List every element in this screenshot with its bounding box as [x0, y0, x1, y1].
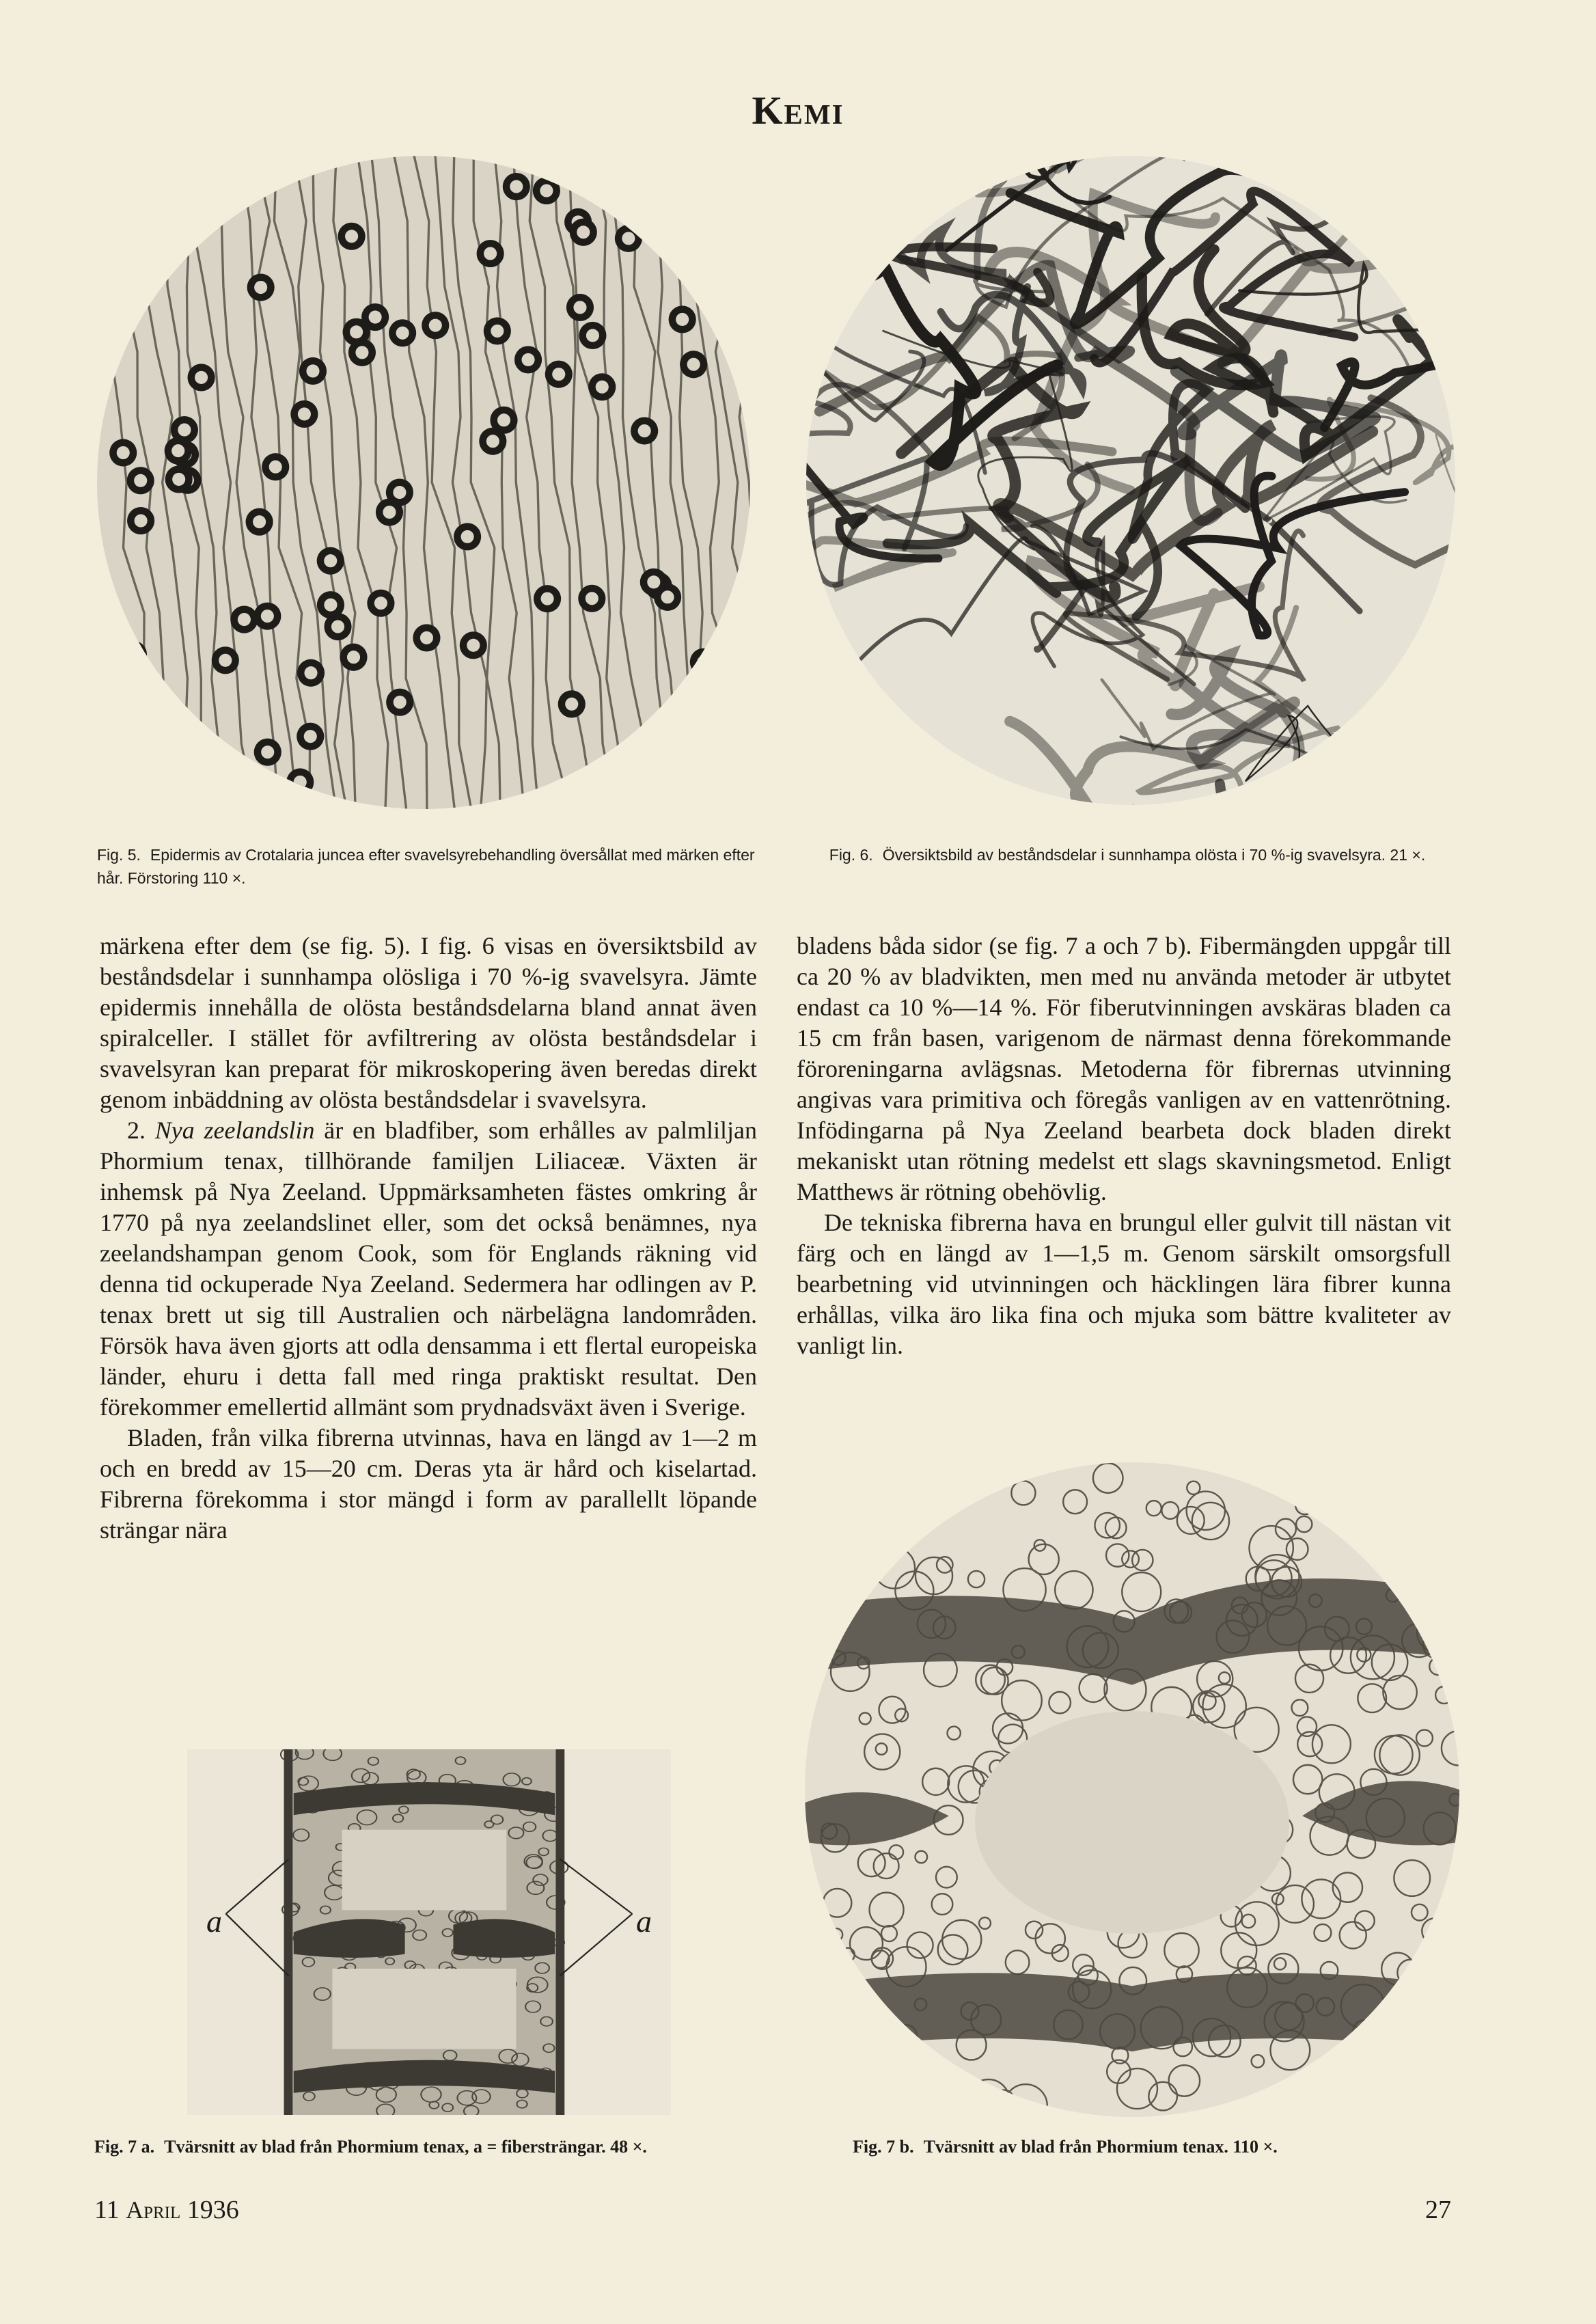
fig7a-photo	[187, 1749, 671, 2115]
fig6-caption-text: Översiktsbild av beståndsdelar i sunnhampa olösta i 70 %-ig svavelsyra. 21 ×.	[882, 846, 1426, 864]
fig7b-micrograph	[805, 1462, 1459, 2117]
issue-year: 1936	[187, 2196, 239, 2224]
right-paragraph-2: De tekniska fibrerna hava en brungul eller gulvit till nästan vit färg och en längd av 1—1,5 m. Genom särskilt omsorgsfull bearbetning vid utvinningen och häcklingen lära fibrer kunna erhållas, vilka äro lika fina och mjuka som bättre kvaliteter av vanligt lin.	[797, 1209, 1451, 1359]
fig5-label: Fig. 5.	[97, 846, 141, 864]
fig7b-label: Fig. 7 b.	[853, 2137, 914, 2157]
fig6-micrograph	[806, 156, 1455, 805]
left-paragraph-3: Bladen, från vilka fibrerna utvinnas, hava en längd av 1—2 m och en bredd av 15—20 cm. Deras yta är hård och kiselartad. Fibrerna förekomma i stor mängd i form av parallellt löpande strängar nära	[100, 1424, 757, 1544]
fig5-micrograph	[97, 156, 750, 809]
issue-date	[94, 2195, 239, 2225]
running-head: Kemi	[752, 88, 844, 133]
fig6-label: Fig. 6.	[829, 846, 873, 864]
section-number: 2.	[127, 1117, 146, 1144]
fig7a-caption-text: Tvärsnitt av blad från Phormium tenax, a = fibersträngar. 48 ×.	[164, 2137, 647, 2157]
left-paragraph-2-text: är en bladfiber, som erhålles av palmliljan Phormium tenax, tillhörande familjen Liliaceæ. Växten är inhemsk på Nya Zeeland. Uppmärksamheten fästes omkring år 1770 på nya zeelandslinet eller, som det också benämnes, nya zeelandshampan genom Cook, som för Englands räkning vid denna tid ockuperade Nya Zeeland. Sedermera har odlingen av P. tenax brett ut sig till Australien och närbelägna landområden. Försök hava även gjorts att odla densamma i ett flertal europeiska länder, ehuru i detta fall med ringa praktiskt resultat. Den förekommer emellertid allmänt som prydnadsväxt även i Sverige.	[100, 1117, 758, 1421]
fig6-caption	[793, 843, 1462, 866]
fig7a-label: Fig. 7 a.	[94, 2137, 155, 2157]
left-paragraph-1: märkena efter dem (se fig. 5). I fig. 6 visas en översiktsbild av beståndsdelar i sunnhampa olösliga i 70 %-ig svavelsyra. Jämte epidermis innehålla de olösta beståndsdelarna bland annat även spiralceller. I stället för avfiltrering av olösta beståndsdelar i svavelsyran kan preparat för mikroskopering även beredas direkt genom inbäddning av olösta beståndsdelar i svavelsyra.	[100, 932, 757, 1113]
fiber-name: Nya zeelandslin	[154, 1117, 315, 1144]
fig7a-caption	[94, 2135, 778, 2159]
fig7b-caption	[853, 2135, 1454, 2159]
fig7b-caption-text: Tvärsnitt av blad från Phormium tenax. 110 ×.	[923, 2137, 1278, 2157]
right-paragraph-1: bladens båda sidor (se fig. 7 a och 7 b). Fibermängden uppgår till ca 20 % av bladvikten, men med nu använda metoder är utbytet endast ca 10 %—14 %. För fiberutvinningen avskäras bladen ca 15 cm från basen, varigenom de närmast denna förekommande föroreningarna avlägsnas. Metoderna för fibrernas utvinning angivas vara primitiva och föregås vanligen av en vattenrötning. Infödingarna på Nya Zeeland bearbeta dock bladen direkt mekaniskt utan rötning medelst ett slags skavningsmetod. Enligt Matthews är rötning obehövlig.	[797, 932, 1451, 1205]
page-number: 27	[1425, 2196, 1451, 2224]
left-column	[100, 931, 757, 1546]
issue-month: April	[126, 2196, 181, 2224]
fig5-caption	[97, 843, 760, 890]
fig7a-marker-left: a	[206, 1904, 222, 1939]
issue-day: 11	[94, 2196, 120, 2224]
left-paragraph-2	[100, 1115, 757, 1423]
right-column	[797, 931, 1451, 1361]
fig5-caption-text: Epidermis av Crotalaria juncea efter svavelsyrebehandling översållat med märken efter hår. Förstoring 110 ×.	[97, 846, 755, 887]
fig7a-marker-right: a	[636, 1904, 652, 1939]
